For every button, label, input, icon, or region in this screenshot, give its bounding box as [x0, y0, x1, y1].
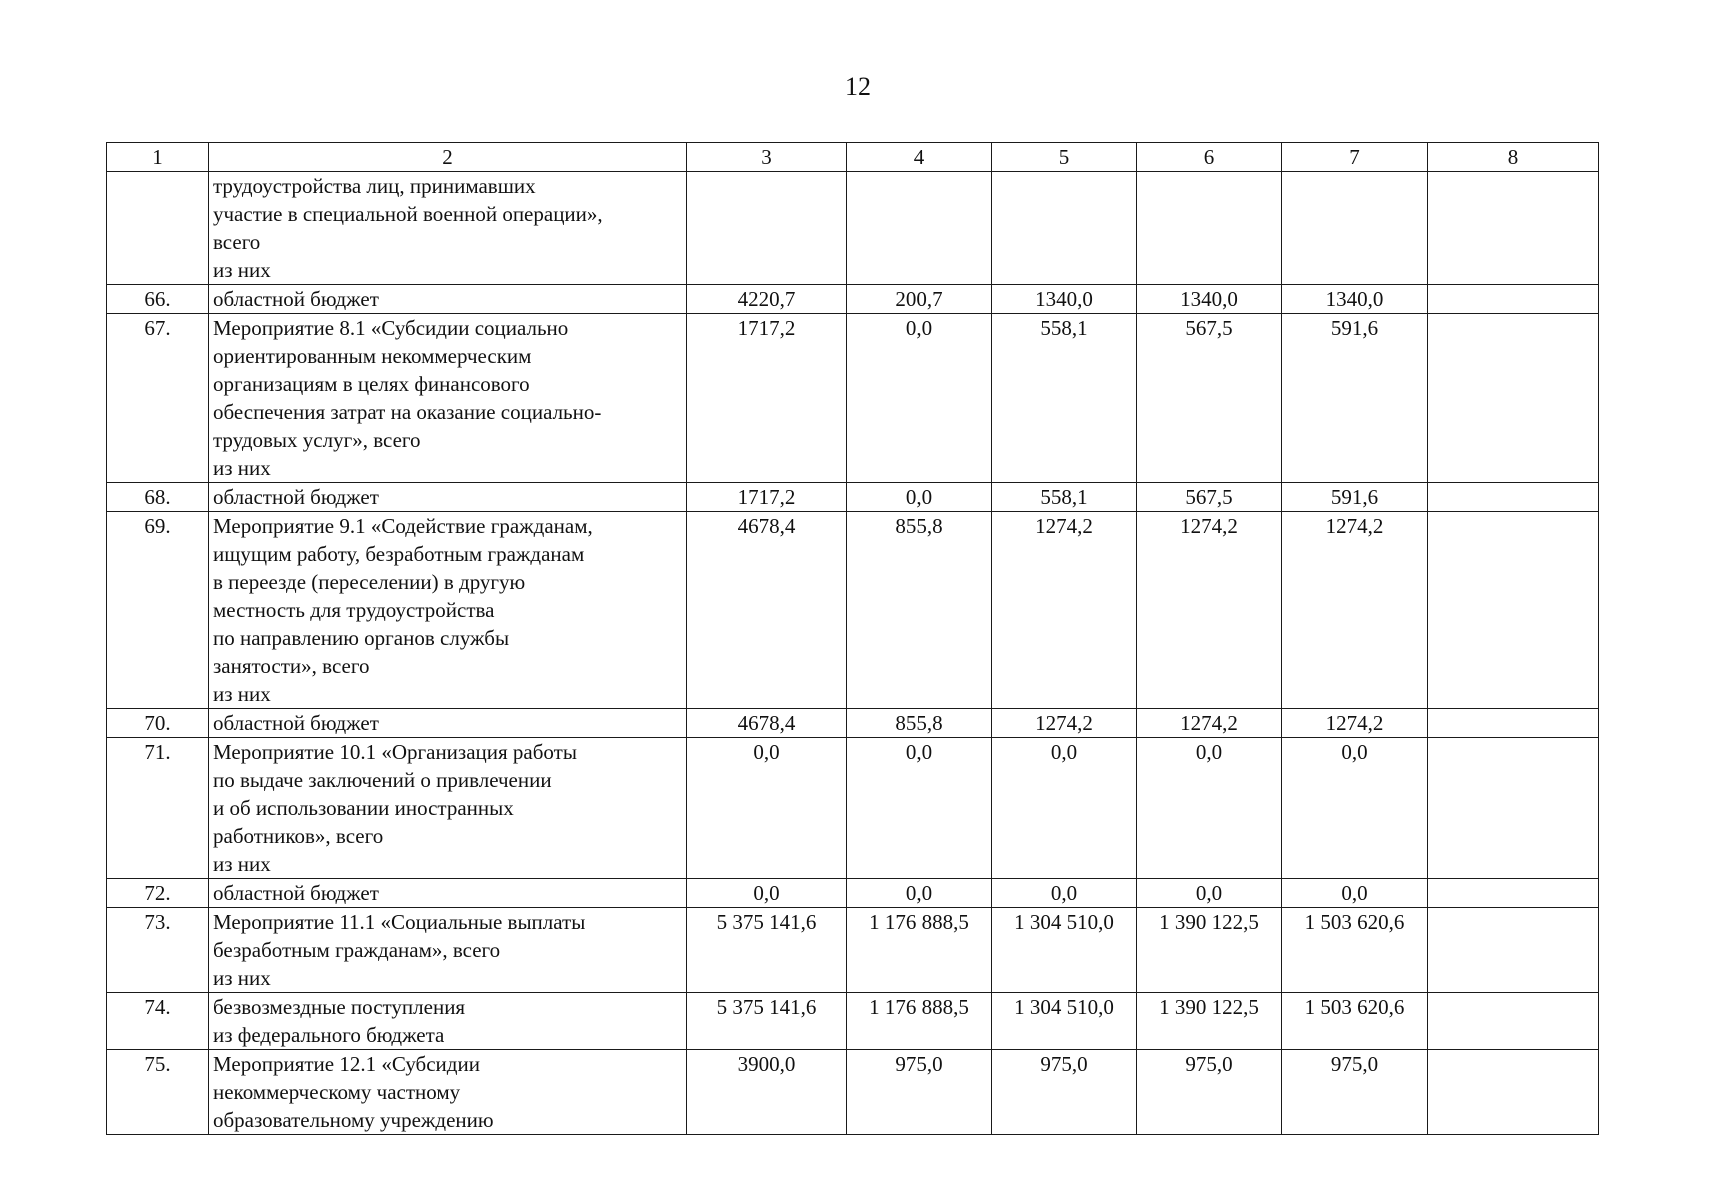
value-cell: 567,5: [1137, 483, 1282, 512]
row-description: [209, 879, 687, 908]
row-description: [209, 172, 687, 285]
value-cell: 1717,2: [687, 314, 847, 483]
column-8-cell: [1428, 709, 1599, 738]
row-description: [209, 1050, 687, 1135]
row-number: 72.: [107, 879, 209, 908]
value-cell: 975,0: [992, 1050, 1137, 1135]
value-cell: 567,5: [1137, 314, 1282, 483]
value-cell: 855,8: [847, 709, 992, 738]
table-row: [107, 314, 1599, 483]
value-cell: 558,1: [992, 314, 1137, 483]
value-cell: 0,0: [847, 314, 992, 483]
row-number: 73.: [107, 908, 209, 993]
value-cell: 1340,0: [1282, 285, 1428, 314]
value-cell: 0,0: [1137, 879, 1282, 908]
row-description: [209, 285, 687, 314]
value-cell: 1274,2: [1282, 709, 1428, 738]
row-number: 74.: [107, 993, 209, 1050]
description-line: Мероприятие 8.1 «Субсидии социально: [213, 316, 569, 340]
description-line: трудоустройства лиц, принимавших: [213, 174, 536, 198]
value-cell: 591,6: [1282, 314, 1428, 483]
value-cell: 1274,2: [1137, 512, 1282, 709]
value-cell: 3900,0: [687, 1050, 847, 1135]
page-number: 12: [845, 72, 871, 101]
row-number: [107, 172, 209, 285]
column-8-cell: [1428, 512, 1599, 709]
value-cell: 1 176 888,5: [847, 993, 992, 1050]
description-line: в переезде (переселении) в другую: [213, 570, 526, 594]
column-8-cell: [1428, 993, 1599, 1050]
description-line: местность для трудоустройства: [213, 598, 495, 622]
row-description: [209, 993, 687, 1050]
table-row: [107, 709, 1599, 738]
description-line: из федерального бюджета: [213, 1023, 445, 1047]
column-8-cell: [1428, 483, 1599, 512]
description-line: из них: [213, 966, 271, 990]
description-line: Мероприятие 10.1 «Организация работы: [213, 740, 577, 764]
description-line: областной бюджет: [213, 485, 379, 509]
description-line: областной бюджет: [213, 711, 379, 735]
value-cell: 5 375 141,6: [687, 993, 847, 1050]
table-row: [107, 483, 1599, 512]
value-cell: 1 390 122,5: [1137, 908, 1282, 993]
value-cell: 0,0: [1282, 879, 1428, 908]
row-number: 67.: [107, 314, 209, 483]
row-description: [209, 738, 687, 879]
value-cell: 4678,4: [687, 709, 847, 738]
value-cell: 0,0: [687, 879, 847, 908]
value-cell: 1 503 620,6: [1282, 908, 1428, 993]
description-line: обеспечения затрат на оказание социально-: [213, 400, 602, 424]
value-cell: 1340,0: [1137, 285, 1282, 314]
value-cell: [992, 172, 1137, 285]
value-cell: 0,0: [687, 738, 847, 879]
table-row: [107, 512, 1599, 709]
description-line: из них: [213, 456, 271, 480]
table-row: [107, 285, 1599, 314]
description-line: занятости», всего: [213, 654, 370, 678]
description-line: из них: [213, 682, 271, 706]
column-8-cell: [1428, 1050, 1599, 1135]
table-row: [107, 738, 1599, 879]
value-cell: 1717,2: [687, 483, 847, 512]
description-line: Мероприятие 11.1 «Социальные выплаты: [213, 910, 586, 934]
description-line: Мероприятие 12.1 «Субсидии: [213, 1052, 480, 1076]
description-line: некоммерческому частному: [213, 1080, 461, 1104]
row-number: 71.: [107, 738, 209, 879]
row-description: [209, 314, 687, 483]
table-row: [107, 993, 1599, 1050]
description-line: из них: [213, 852, 271, 876]
header-row: [107, 143, 1599, 172]
value-cell: 1 304 510,0: [992, 993, 1137, 1050]
column-header: 3: [687, 143, 847, 172]
value-cell: [1282, 172, 1428, 285]
description-line: ищущим работу, безработным гражданам: [213, 542, 585, 566]
value-cell: 0,0: [847, 738, 992, 879]
column-header: 2: [209, 143, 687, 172]
row-number: 68.: [107, 483, 209, 512]
value-cell: 1 503 620,6: [1282, 993, 1428, 1050]
description-line: образовательному учреждению: [213, 1108, 494, 1132]
value-cell: [847, 172, 992, 285]
row-description: [209, 908, 687, 993]
description-line: ориентированным некоммерческим: [213, 344, 532, 368]
row-number: 75.: [107, 1050, 209, 1135]
value-cell: [1137, 172, 1282, 285]
description-line: областной бюджет: [213, 881, 379, 905]
value-cell: 0,0: [1282, 738, 1428, 879]
description-line: Мероприятие 9.1 «Содействие гражданам,: [213, 514, 593, 538]
description-line: областной бюджет: [213, 287, 379, 311]
row-number: 69.: [107, 512, 209, 709]
table-row: [107, 172, 1599, 285]
value-cell: 1274,2: [1137, 709, 1282, 738]
column-header: 5: [992, 143, 1137, 172]
column-header: 8: [1428, 143, 1599, 172]
column-8-cell: [1428, 738, 1599, 879]
row-description: [209, 709, 687, 738]
value-cell: 0,0: [992, 879, 1137, 908]
column-8-cell: [1428, 285, 1599, 314]
description-line: работников», всего: [213, 824, 384, 848]
value-cell: 4220,7: [687, 285, 847, 314]
row-description: [209, 483, 687, 512]
value-cell: 0,0: [992, 738, 1137, 879]
row-number: 66.: [107, 285, 209, 314]
value-cell: 0,0: [1137, 738, 1282, 879]
table-row: [107, 1050, 1599, 1135]
value-cell: 591,6: [1282, 483, 1428, 512]
value-cell: 1 390 122,5: [1137, 993, 1282, 1050]
value-cell: 1340,0: [992, 285, 1137, 314]
value-cell: 1274,2: [1282, 512, 1428, 709]
table-row: [107, 908, 1599, 993]
description-line: и об использовании иностранных: [213, 796, 514, 820]
row-number: 70.: [107, 709, 209, 738]
value-cell: 5 375 141,6: [687, 908, 847, 993]
value-cell: 855,8: [847, 512, 992, 709]
value-cell: 1274,2: [992, 512, 1137, 709]
description-line: из них: [213, 258, 271, 282]
value-cell: 558,1: [992, 483, 1137, 512]
description-line: всего: [213, 230, 261, 254]
description-line: безвозмездные поступления: [213, 995, 466, 1019]
value-cell: 975,0: [847, 1050, 992, 1135]
column-header: 4: [847, 143, 992, 172]
value-cell: 975,0: [1137, 1050, 1282, 1135]
value-cell: 0,0: [847, 483, 992, 512]
value-cell: 200,7: [847, 285, 992, 314]
value-cell: 1274,2: [992, 709, 1137, 738]
table-row: [107, 879, 1599, 908]
value-cell: 0,0: [847, 879, 992, 908]
column-header: 7: [1282, 143, 1428, 172]
row-description: [209, 512, 687, 709]
value-cell: [687, 172, 847, 285]
description-line: по выдаче заключений о привлечении: [213, 768, 552, 792]
column-header: 1: [107, 143, 209, 172]
column-8-cell: [1428, 908, 1599, 993]
description-line: трудовых услуг», всего: [213, 428, 421, 452]
description-line: безработным гражданам», всего: [213, 938, 501, 962]
column-8-cell: [1428, 172, 1599, 285]
budget-table: [106, 142, 1599, 1135]
value-cell: 1 304 510,0: [992, 908, 1137, 993]
description-line: по направлению органов службы: [213, 626, 510, 650]
value-cell: 975,0: [1282, 1050, 1428, 1135]
description-line: участие в специальной военной операции»,: [213, 202, 603, 226]
column-8-cell: [1428, 879, 1599, 908]
description-line: организациям в целях финансового: [213, 372, 530, 396]
value-cell: 1 176 888,5: [847, 908, 992, 993]
value-cell: 4678,4: [687, 512, 847, 709]
column-8-cell: [1428, 314, 1599, 483]
column-header: 6: [1137, 143, 1282, 172]
